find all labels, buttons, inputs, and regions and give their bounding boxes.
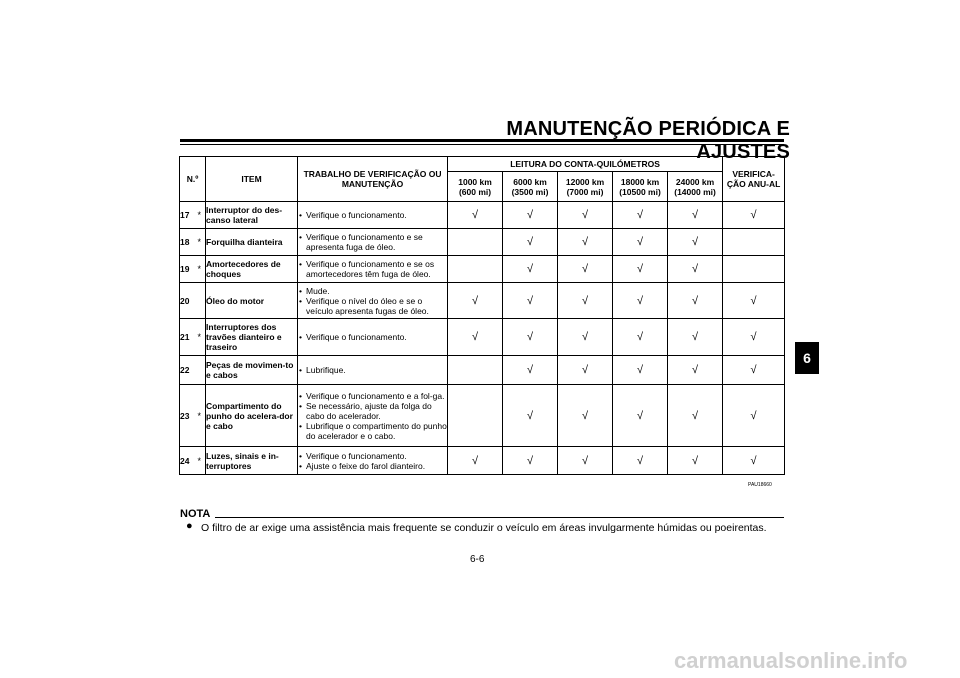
- check-mark: √: [613, 356, 668, 385]
- check-mark: √: [503, 229, 558, 256]
- check-mark: √: [503, 385, 558, 447]
- check-mark: √: [668, 356, 723, 385]
- table-row: [180, 385, 785, 447]
- work-step: • Verifique o funcionamento.: [306, 332, 447, 342]
- row-work: [298, 356, 448, 385]
- row-number: 19: [180, 256, 198, 283]
- maintenance-table: [179, 156, 785, 475]
- work-step: • Verifique o funcionamento.: [306, 210, 447, 220]
- page-title: MANUTENÇÃO PERIÓDICA E AJUSTES: [506, 118, 790, 163]
- row-work: [298, 229, 448, 256]
- check-mark: √: [503, 283, 558, 319]
- check-mark: √: [668, 256, 723, 283]
- check-mark: √: [668, 283, 723, 319]
- work-step: • Ajuste o feixe do farol dianteiro.: [306, 461, 447, 471]
- table-row: [180, 202, 785, 229]
- nota-rule: [215, 517, 784, 518]
- check-mark: [448, 256, 503, 283]
- row-asterisk: [198, 283, 206, 319]
- check-mark: √: [448, 319, 503, 356]
- row-asterisk: *: [198, 319, 206, 356]
- check-mark: √: [668, 447, 723, 475]
- check-mark: √: [613, 229, 668, 256]
- check-mark: √: [558, 319, 613, 356]
- check-mark: √: [723, 319, 785, 356]
- work-step: • Verifique o nível do óleo e se o veículo apresenta fugas de óleo.: [306, 296, 447, 316]
- check-mark: √: [448, 447, 503, 475]
- row-work: [298, 283, 448, 319]
- row-asterisk: *: [198, 202, 206, 229]
- check-mark: √: [668, 229, 723, 256]
- check-mark: [448, 229, 503, 256]
- row-item: Amortecedores de choques: [206, 256, 298, 283]
- row-number: 18: [180, 229, 198, 256]
- check-mark: √: [723, 385, 785, 447]
- table-row: [180, 283, 785, 319]
- check-mark: √: [503, 319, 558, 356]
- row-item: Interruptores dos travões dianteiro e traseiro: [206, 319, 298, 356]
- row-item: Forquilha dianteira: [206, 229, 298, 256]
- check-mark: [723, 229, 785, 256]
- title-rule-thin: [180, 144, 784, 145]
- row-work: [298, 385, 448, 447]
- work-step: • Verifique o funcionamento e a fol-ga.: [306, 391, 447, 401]
- row-asterisk: *: [198, 256, 206, 283]
- check-mark: √: [668, 385, 723, 447]
- check-mark: √: [503, 256, 558, 283]
- row-work: [298, 447, 448, 475]
- check-mark: √: [723, 447, 785, 475]
- row-work: [298, 256, 448, 283]
- check-mark: √: [613, 256, 668, 283]
- table-row: [180, 447, 785, 475]
- row-number: 20: [180, 283, 198, 319]
- header-item: ITEM: [206, 157, 298, 202]
- row-item: Luzes, sinais e in-terruptores: [206, 447, 298, 475]
- row-number: 23: [180, 385, 198, 447]
- row-item: Interruptor do des-canso lateral: [206, 202, 298, 229]
- table-row: [180, 356, 785, 385]
- check-mark: [723, 256, 785, 283]
- check-mark: √: [613, 283, 668, 319]
- interval-header: 24000 km (14000 mi): [668, 172, 723, 202]
- row-item: Óleo do motor: [206, 283, 298, 319]
- work-step: • Lubrifique.: [306, 365, 447, 375]
- check-mark: √: [668, 202, 723, 229]
- row-asterisk: *: [198, 229, 206, 256]
- interval-header: 6000 km (3500 mi): [503, 172, 558, 202]
- work-step: • Verifique o funcionamento e se apresenta fuga de óleo.: [306, 232, 447, 252]
- row-asterisk: *: [198, 447, 206, 475]
- check-mark: √: [503, 447, 558, 475]
- work-step: • Lubrifique o compartimento do punho do acelerador e o cabo.: [306, 421, 447, 441]
- row-number: 22: [180, 356, 198, 385]
- chapter-tab[interactable]: 6: [795, 342, 819, 374]
- table-row: [180, 256, 785, 283]
- interval-header: 18000 km (10500 mi): [613, 172, 668, 202]
- row-asterisk: *: [198, 385, 206, 447]
- table-row: [180, 319, 785, 356]
- row-number: 24: [180, 447, 198, 475]
- document-code: PAU18660: [748, 482, 772, 488]
- check-mark: √: [448, 202, 503, 229]
- header-annual: VERIFICA-ÇÃO ANU-AL: [723, 157, 785, 202]
- interval-header: 1000 km (600 mi): [448, 172, 503, 202]
- check-mark: √: [558, 356, 613, 385]
- check-mark: √: [668, 319, 723, 356]
- interval-header: 12000 km (7000 mi): [558, 172, 613, 202]
- row-item: Peças de movimen-to e cabos: [206, 356, 298, 385]
- row-item: Compartimento do punho do acelera-dor e cabo: [206, 385, 298, 447]
- table-row: [180, 229, 785, 256]
- watermark: carmanualsonline.info: [674, 648, 908, 673]
- check-mark: √: [558, 447, 613, 475]
- nota-text: O filtro de ar exige uma assistência mais frequente se conduzir o veículo em áreas invulgarmente húmidas ou poeirentas.: [201, 522, 767, 534]
- check-mark: √: [723, 356, 785, 385]
- row-number: 17: [180, 202, 198, 229]
- check-mark: √: [613, 385, 668, 447]
- work-step: • Mude.: [306, 286, 447, 296]
- work-step: • Verifique o funcionamento e se os amortecedores têm fuga de óleo.: [306, 259, 447, 279]
- check-mark: √: [503, 356, 558, 385]
- check-mark: √: [503, 202, 558, 229]
- nota-label: NOTA: [180, 508, 211, 520]
- row-work: [298, 202, 448, 229]
- row-number: 21: [180, 319, 198, 356]
- page-number: 6-6: [470, 554, 485, 565]
- check-mark: √: [723, 202, 785, 229]
- bullet-icon: ●: [186, 520, 193, 532]
- work-step: • Se necessário, ajuste da folga do cabo do acelerador.: [306, 401, 447, 421]
- header-num: N.º: [180, 157, 206, 202]
- check-mark: √: [558, 385, 613, 447]
- header-odometer: LEITURA DO CONTA-QUILÓMETROS: [448, 157, 723, 172]
- check-mark: √: [558, 229, 613, 256]
- title-rule: [180, 139, 784, 142]
- check-mark: √: [558, 256, 613, 283]
- check-mark: [448, 356, 503, 385]
- check-mark: √: [613, 202, 668, 229]
- check-mark: √: [558, 283, 613, 319]
- check-mark: √: [448, 283, 503, 319]
- row-work: [298, 319, 448, 356]
- check-mark: [448, 385, 503, 447]
- check-mark: √: [723, 283, 785, 319]
- check-mark: √: [613, 319, 668, 356]
- check-mark: √: [558, 202, 613, 229]
- work-step: • Verifique o funcionamento.: [306, 451, 447, 461]
- check-mark: √: [613, 447, 668, 475]
- header-work: TRABALHO DE VERIFICAÇÃO OU MANUTENÇÃO: [298, 157, 448, 202]
- row-asterisk: [198, 356, 206, 385]
